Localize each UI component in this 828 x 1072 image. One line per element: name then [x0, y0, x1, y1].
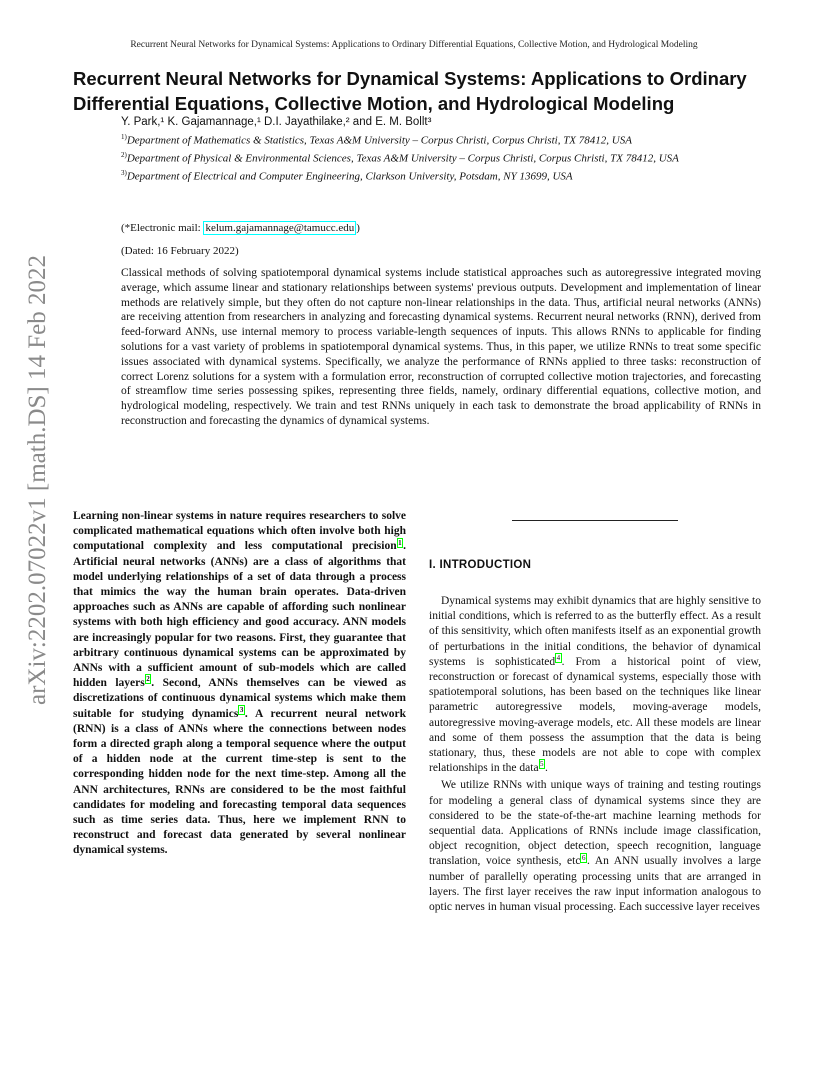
citation-link[interactable]: 5: [540, 760, 544, 769]
running-head: Recurrent Neural Networks for Dynamical Systems: Applications to Ordinary Differential Equations, Collective Motion, and Hydrological Modeling: [130, 40, 698, 50]
citation-link[interactable]: 6: [581, 853, 586, 862]
citation-link[interactable]: 4: [556, 653, 561, 662]
intro-paragraph-2: We utilize RNNs with unique ways of training and testing routings for modeling a general class of dynamical systems since they are considered to be the state-of-the-art machine learning methods for sequential data. Applications of RNNs include image classification, object recognition, object detection, speech recognition, language translation, voice synthesis, etc $^6$ . An ANN usually involves a large number of parallelly operating processing units that are arranged in layers. The first layer receives the raw input information analogous to optic nerves in human visual processing. Each successive layer receives: [429, 779, 761, 914]
introduction-text: [429, 594, 761, 915]
title-line-1: Recurrent Neural Networks for Dynamical Systems: Applications to Ordinary: [73, 68, 747, 89]
author-list: Y. Park,¹ K. Gajamannage,¹ D.I. Jayathilake,² and E. M. Bollt³: [121, 116, 432, 128]
dated-line: (Dated: 16 February 2022): [121, 245, 239, 257]
paper-title: [73, 66, 773, 116]
citation-link[interactable]: 1: [398, 538, 402, 547]
intro-paragraph-1: Dynamical systems may exhibit dynamics that are highly sensitive to initial conditions, which is referred to as the butterfly effect. As a result of this sensitivity, which often manifests itself as an exponential growth of perturbations in the initial conditions, the behavior of dynamical systems is sophisticated $^4$ . From a historical point of view, reconstruction or forecast of dynamical systems, especially those with spatiotemporal solutions, has been based on the techniques like linear parametric autoregressive models, moving-average models, autoregressive moving-average models, etc. All these models are linear and some of them possess the assumption that the data is being stationary, thus, these models are not able to cope with complex relationships in the data $^5$ .: [429, 595, 761, 775]
abstract: Classical methods of solving spatiotemporal dynamical systems include statistical approaches such as autoregressive integrated moving average, which assume linear and stationary relationships between systems' previous outputs. Development and implementation of linear methods are relatively simple, but they often do not capture non-linear relationships in the data. Thus, artificial neural networks (ANNs) are receiving attention from researchers in analyzing and forecasting dynamical systems. Recurrent neural networks (RNN), derived from feed-forward ANNs, use internal memory to process variable-length sequences of inputs. This allows RNNs to applicable for finding solutions for a vast variety of problems in spatiotemporal dynamical systems. Thus, in this paper, we utilize RNNs to treat some specific issues associated with dynamical systems. Specifically, we analyze the performance of RNNs applied to three tasks: reconstruction of correct Lorenz solutions for a system with a formulation error, reconstruction of corrupted collective motion trajectories, and forecasting of streamflow time series possessing spikes, representing three fields, namely, ordinary differential equations, collective motion, and hydrological modeling, respectively. We train and test RNNs uniquely in each task to demonstrate the broad applicability of RNNs in reconstruction and forecasting the dynamics of dynamical systems.: [121, 267, 761, 427]
affiliation-2: $^{2)}$Department of Physical & Environmental Sciences, Texas A&M University – Corpus Christi, Corpus Christi, TX 78412, USA: [121, 151, 679, 165]
divider-rule: [512, 520, 678, 521]
citation-link[interactable]: 2: [146, 675, 150, 684]
lead-paragraph: Learning non-linear systems in nature requires researchers to solve complicated mathematical equations which often involve both high computational complexity and less computational precision $^1$ . Artificial neural networks (ANNs) are a class of algorithms that model underlying relationships of a set of data through a process that mimics the way the human brain operates. Data-driven approaches such as ANNs are capable of affording such nonlinear systems with both high efficiency and good accuracy. ANN models are increasingly popular for two reasons. First, they guarantee that arbitrary continuous dynamical systems can be approximated by ANNs with a sufficient amount of sub-models which are called hidden layers $^2$ . Second, ANNs themselves can be viewed as discretizations of continuous dynamical systems which make them suitable for studying dynamics $^3$ . A recurrent neural network (RNN) is a class of ANNs where the connections between nodes form a directed graph along a temporal sequence where the output of a hidden node at the current time-step is sent to the corresponding hidden node for the next time-step. Among all the ANN architectures, RNNs are considered to be the most faithful candidates for modeling and forecasting temporal data sequences such as time series data. Thus, here we implement RNN to reconstruct and forecast data generated by several nonlinear dynamical systems.: [73, 510, 406, 857]
affiliation-1: $^{1)}$Department of Mathematics & Statistics, Texas A&M University – Corpus Christi, Corpus Christi, TX 78412, USA: [121, 133, 632, 147]
affiliations: [121, 130, 761, 184]
email-link[interactable]: kelum.gajamannage@tamucc.edu: [205, 222, 355, 234]
arxiv-stamp: arXiv:2202.07022v1 [math.DS] 14 Feb 2022: [24, 255, 51, 705]
section-heading-introduction: I. INTRODUCTION: [429, 559, 532, 571]
affiliation-3: $^{3)}$Department of Electrical and Computer Engineering, Clarkson University, Potsdam, NY 13699, USA: [121, 169, 573, 183]
title-line-2: Differential Equations, Collective Motion, and Hydrological Modeling: [73, 93, 675, 114]
correspondence-email: (*Electronic mail: kelum.gajamannage@tamucc.edu ): [121, 222, 360, 234]
citation-link[interactable]: 3: [239, 705, 244, 714]
